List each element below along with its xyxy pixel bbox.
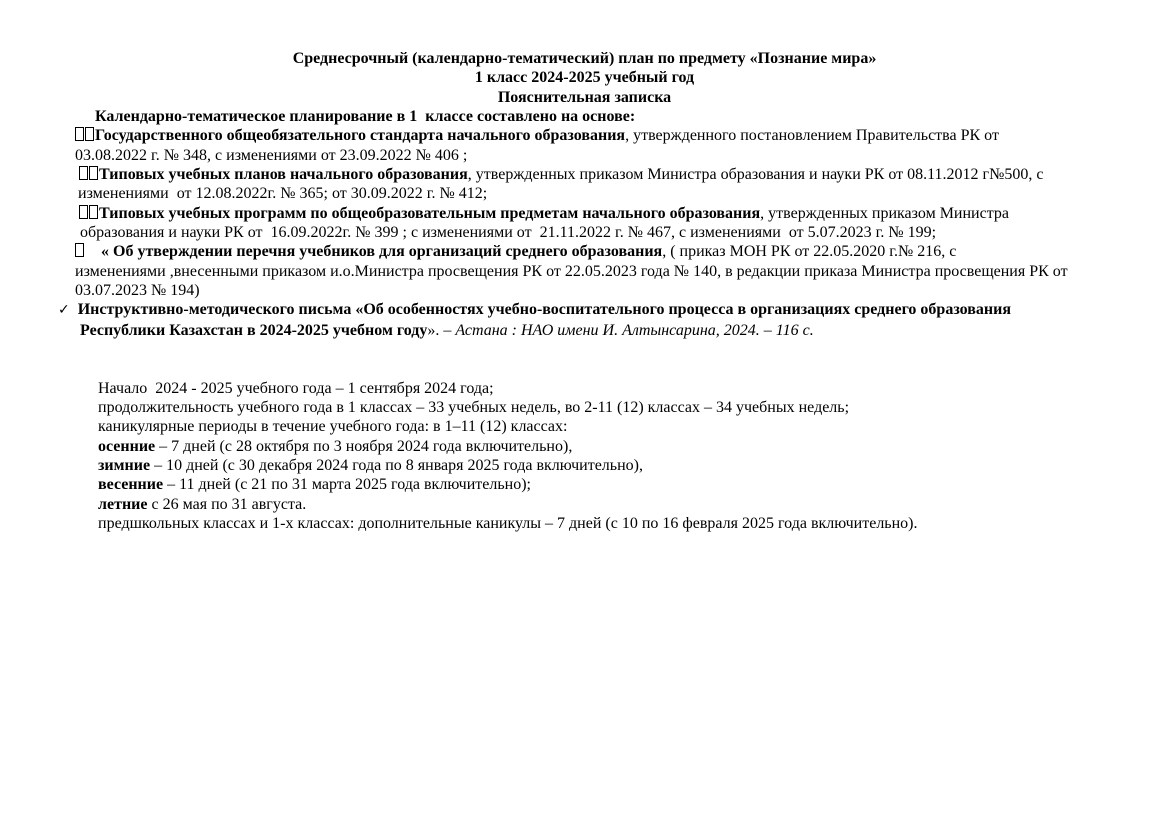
text-line [98, 495, 1112, 514]
text-run: , утвержденного постановлением Правительства РК от [625, 127, 999, 145]
missing-glyph-box-icon [75, 127, 84, 141]
text-run-bold: Государственного общеобязательного стандарта начального образования [95, 127, 626, 145]
text-run: , утвержденных приказом Министра [760, 204, 1009, 222]
text-line [58, 300, 1112, 320]
text-line [75, 281, 1112, 300]
text-line [95, 107, 1112, 126]
text-run: 03.07.2023 № 194) [75, 281, 200, 299]
title-text: Среднесрочный (календарно-тематический) план по предмету «Познание мира» [292, 50, 877, 67]
title-text: Пояснительная записка [497, 88, 672, 106]
text-run-bold: Республики Казахстан в 2024-2025 учебном году [80, 321, 428, 339]
paragraph-spacer [75, 340, 1112, 379]
text-run: изменениями ,внесенными приказом и.о.Министра просвещения РК от 22.05.2023 года № 140, в редакции приказа Министра просвещения РК от [75, 262, 1068, 280]
text-run-bold: Календарно-тематическое планирование в 1 классе составлено на основе: [95, 107, 636, 125]
missing-glyph-box-icon [85, 127, 94, 141]
text-run-bold: весенние [98, 476, 164, 494]
text-line [98, 437, 1112, 456]
missing-glyph-box-icon [79, 205, 88, 219]
missing-glyph-box-icon [75, 243, 84, 257]
text-line [98, 417, 1112, 436]
document-title-line-3 [75, 88, 1094, 107]
text-run-bold: Типовых учебных планов начального образования [99, 165, 468, 183]
text-run-bold: зимние [98, 456, 151, 474]
text-line [98, 475, 1112, 494]
text-run: ». [427, 321, 440, 339]
text-line [98, 514, 1112, 533]
text-run-bold: Типовых учебных программ по общеобразовательным предметам начального образования [99, 204, 761, 222]
text-line [80, 321, 1112, 340]
text-run: – 10 дней (с 30 декабря 2024 года по 8 января 2025 года включительно), [150, 456, 643, 474]
missing-glyph-box-icon [89, 166, 98, 180]
text-run-bold: осенние [98, 437, 156, 455]
text-line [98, 379, 1112, 398]
text-line [75, 126, 1112, 145]
title-text: 1 класс 2024-2025 учебный год [474, 69, 695, 87]
text-run: , утвержденных приказом Министра образования и науки РК от 08.11.2012 г№500, с [467, 165, 1044, 183]
text-run: , ( приказ МОН РК от 22.05.2020 г.№ 216, с [662, 243, 957, 261]
document-title-line-2 [75, 68, 1094, 87]
missing-glyph-box-icon [89, 205, 98, 219]
text-run-bold: летние [98, 495, 148, 513]
text-run: продолжительность учебного года в 1 классах – 33 учебных недель, во 2-11 (12) классах – 34 учебных недель; [98, 398, 850, 416]
text-run: – 11 дней (с 21 по 31 марта 2025 года включительно); [163, 476, 531, 494]
text-line [75, 262, 1112, 281]
text-line [79, 204, 1112, 223]
text-line [79, 165, 1112, 184]
text-line [78, 184, 1112, 203]
text-line [75, 242, 1112, 261]
text-run: изменениями от 12.08.2022г. № 365; от 30.09.2022 г. № 412; [78, 185, 488, 203]
text-run-italic: – Астана : НАО имени И. Алтынсарина, 2024. – 116 с. [439, 321, 814, 339]
text-line [75, 146, 1112, 165]
text-run: 03.08.2022 г. № 348, с изменениями от 23.09.2022 № 406 ; [75, 146, 468, 164]
text-run: каникулярные периоды в течение учебного года: в 1–11 (12) классах: [98, 418, 568, 436]
text-run-bold: Инструктивно-методического письма «Об особенностях учебно-воспитательного процесса в организациях среднего образования [69, 301, 1011, 319]
text-line [80, 223, 1112, 242]
text-run: с 26 мая по 31 августа. [147, 495, 307, 513]
text-run: образования и науки РК от 16.09.2022г. № 399 ; с изменениями от 21.11.2022 г. № 467, с изменениями от 5.07.2023 г. № 199; [80, 223, 937, 241]
text-run: предшкольных классах и 1-х классах: дополнительные каникулы – 7 дней (с 10 по 16 февраля 2025 года включительно). [98, 514, 918, 532]
text-run: – 7 дней (с 28 октября по 3 ноября 2024 года включительно), [155, 437, 573, 455]
missing-glyph-box-icon [79, 166, 88, 180]
text-line [98, 398, 1112, 417]
document-title-line-1 [75, 49, 1094, 68]
text-run-bold: « Об утверждении перечня учебников для организаций среднего образования [85, 243, 663, 261]
checkmark-icon: ✓ [58, 302, 70, 319]
text-line [98, 456, 1112, 475]
text-run: Начало 2024 - 2025 учебного года – 1 сентября 2024 года; [98, 379, 494, 397]
